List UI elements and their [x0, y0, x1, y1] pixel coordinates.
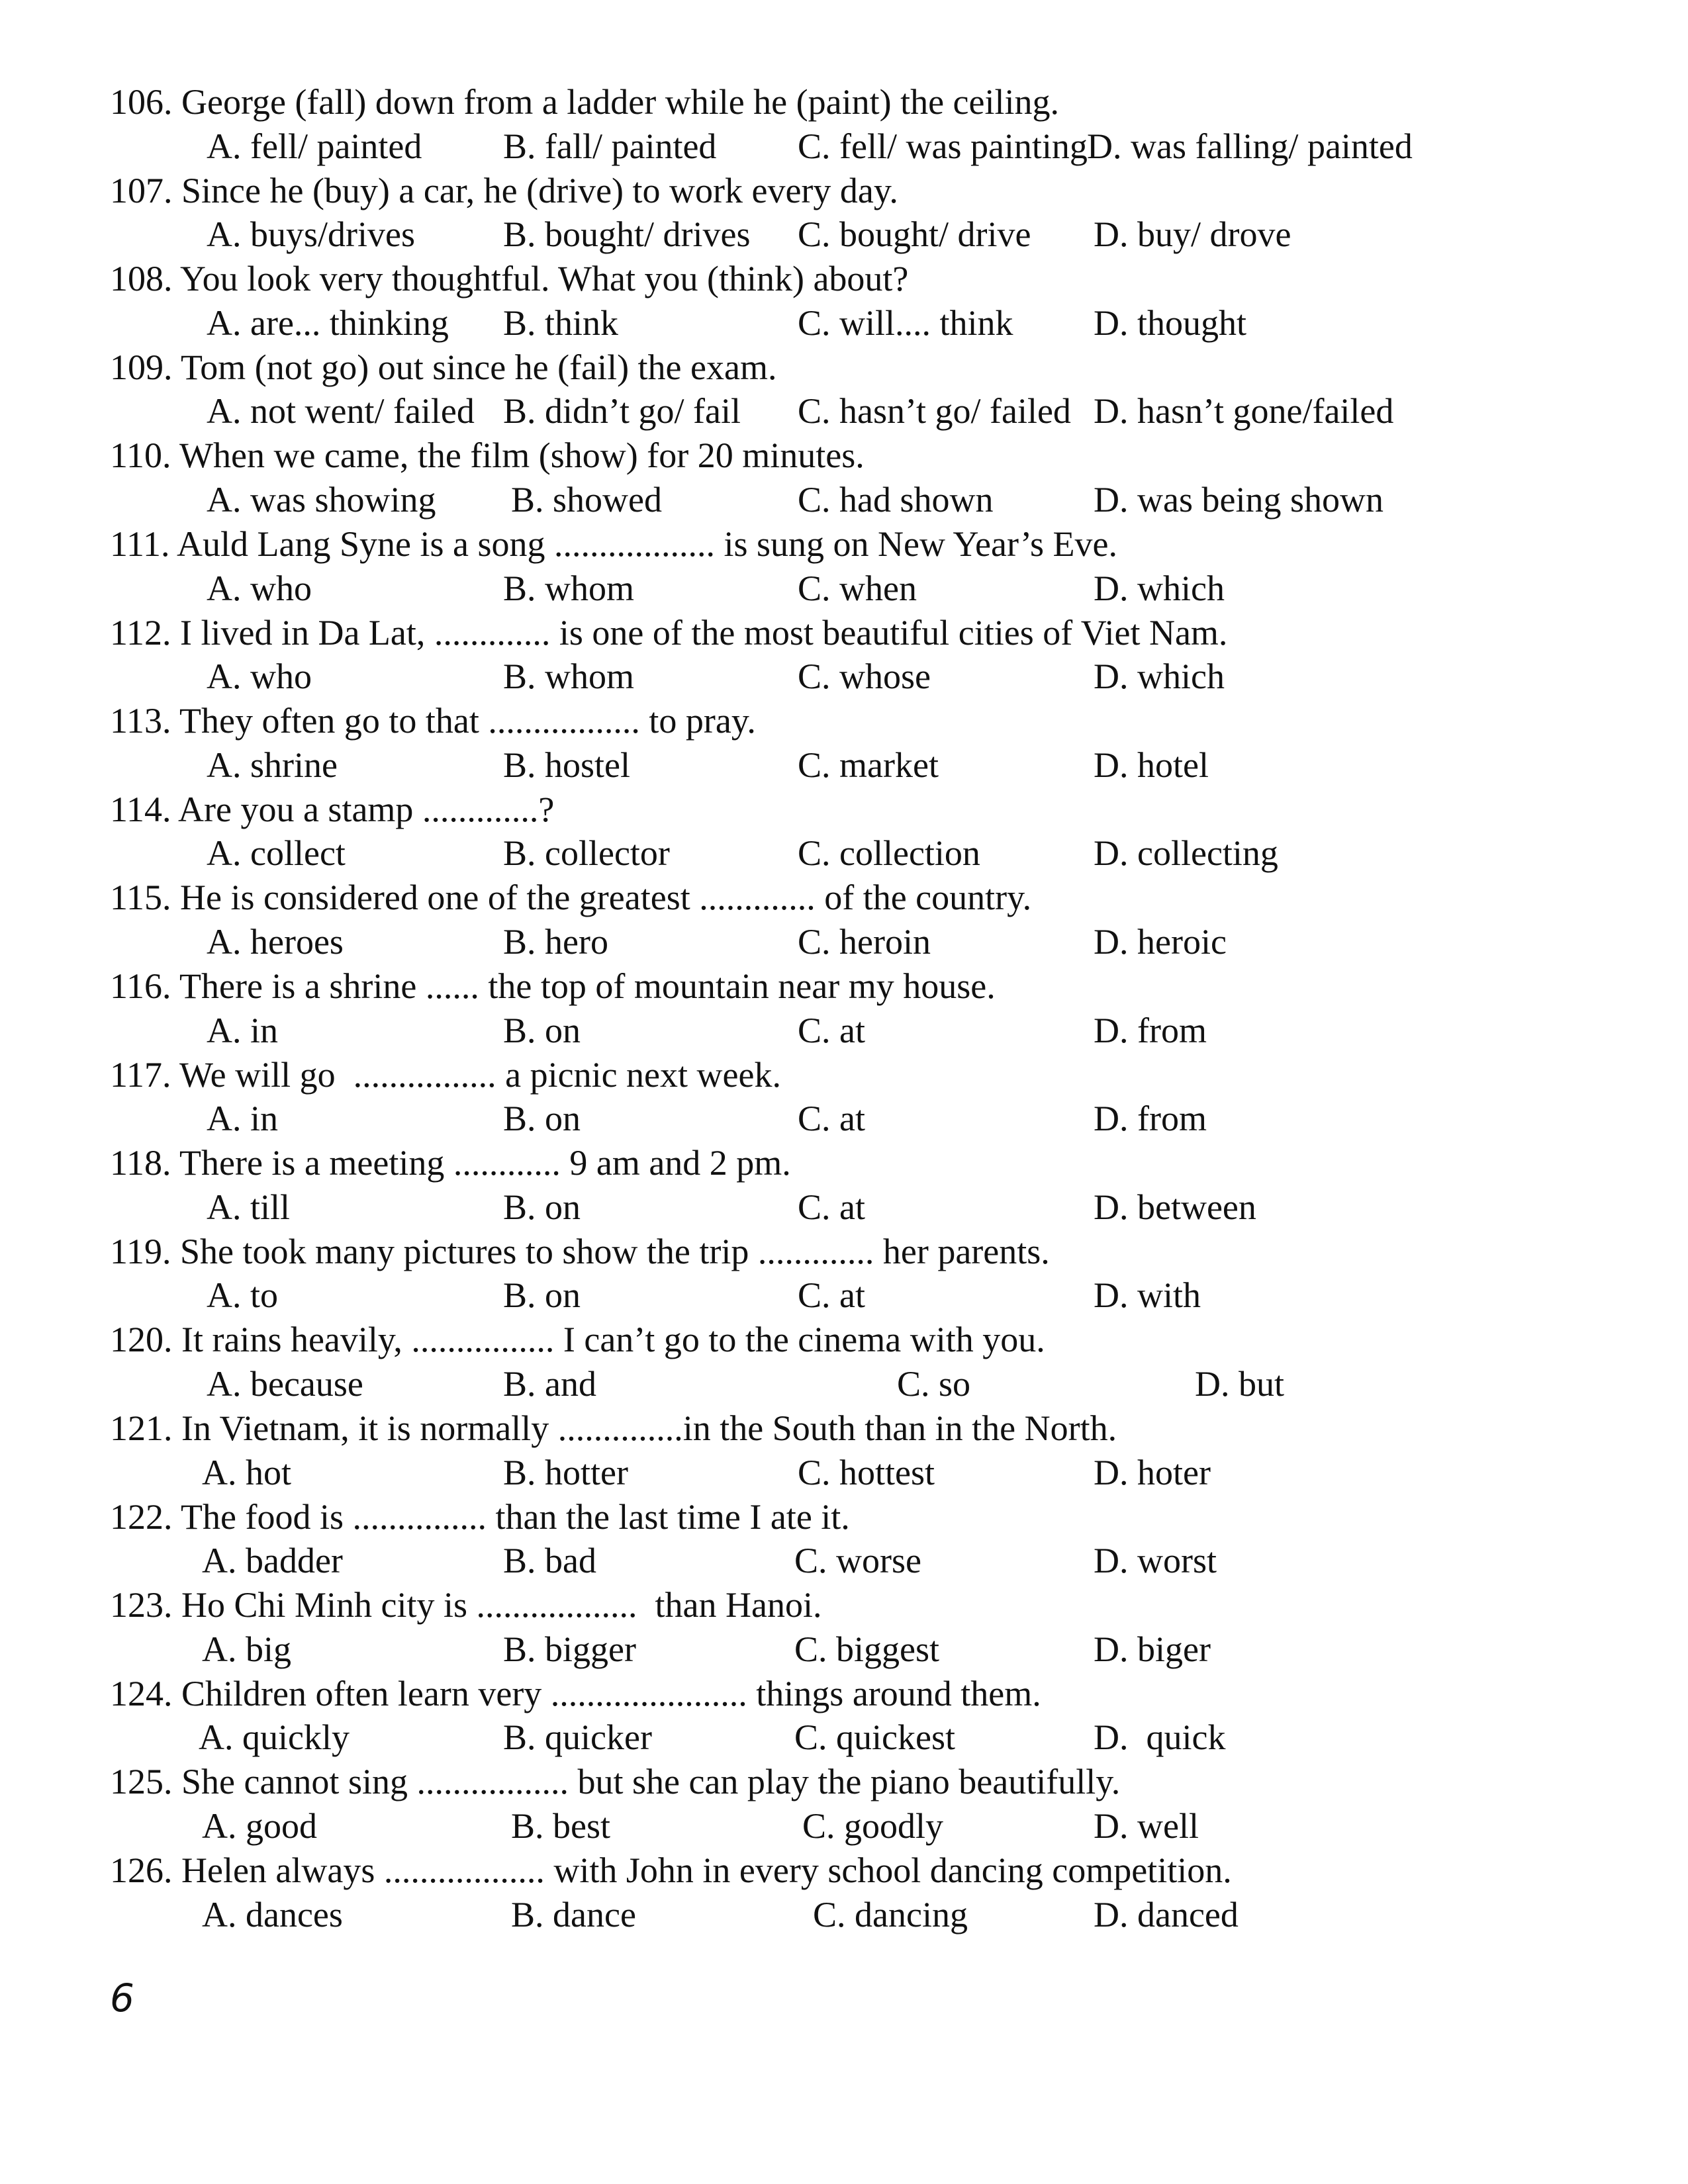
answer-option: A. good [202, 1805, 317, 1846]
answer-option: B. collector [503, 833, 670, 874]
answer-option: A. collect [207, 833, 346, 874]
answer-option: C. bought/ drive [798, 214, 1031, 255]
answer-option: D. which [1094, 657, 1225, 697]
answer-option: B. didn’t go/ fail [503, 391, 741, 432]
question-text: 113. They often go to that ................. to pray. [110, 701, 756, 741]
answer-option: C. dancing [813, 1894, 968, 1934]
answer-option: D. hotel [1094, 745, 1209, 785]
answer-option: A. hot [202, 1452, 291, 1492]
question-text: 118. There is a meeting ............ 9 am and 2 pm. [110, 1143, 791, 1183]
answer-option: D. well [1094, 1805, 1199, 1846]
answer-option: C. market [798, 745, 939, 785]
answer-option: B. think [503, 302, 619, 343]
answer-option: D. hasn’t gone/failed [1094, 391, 1394, 432]
answer-option: A. fell/ painted [207, 126, 422, 166]
answer-option: A. in [207, 1099, 278, 1139]
answer-option: D. was being shown [1094, 479, 1383, 520]
question-text: 121. In Vietnam, it is normally ..............in the South than in the North. [110, 1408, 1117, 1448]
answer-option: D. between [1094, 1187, 1256, 1227]
answer-option: D. was falling/ painted [1087, 126, 1413, 166]
answer-option: C. when [798, 568, 917, 608]
answer-option: C. fell/ was painting [798, 126, 1088, 166]
answer-option: A. who [207, 568, 312, 608]
answer-option: D. collecting [1094, 833, 1278, 874]
answer-option: C. biggest [794, 1629, 940, 1669]
question-text: 126. Helen always .................. with John in every school dancing competition. [110, 1850, 1232, 1890]
answer-option: D. heroic [1094, 921, 1227, 962]
answer-option: B. on [503, 1010, 581, 1050]
answer-option: A. quickly [199, 1717, 350, 1758]
answer-option: C. hasn’t go/ failed [798, 391, 1071, 432]
question-text: 115. He is considered one of the greatest ............. of the country. [110, 878, 1032, 918]
answer-option: D. which [1094, 568, 1225, 608]
question-text: 112. I lived in Da Lat, ............. is one of the most beautiful cities of Viet Nam. [110, 612, 1228, 653]
answer-option: C. at [798, 1010, 865, 1050]
answer-option: B. hostel [503, 745, 631, 785]
answer-option: A. was showing [207, 479, 436, 520]
answer-option: D. worst [1094, 1541, 1217, 1581]
question-text: 108. You look very thoughtful. What you (think) about? [110, 259, 909, 299]
answer-option: C. had shown [798, 479, 994, 520]
question-text: 107. Since he (buy) a car, he (drive) to work every day. [110, 170, 898, 210]
question-text: 109. Tom (not go) out since he (fail) the exam. [110, 347, 777, 387]
answer-option: A. in [207, 1010, 278, 1050]
answer-option: B. bad [503, 1541, 596, 1581]
answer-option: D. from [1094, 1099, 1207, 1139]
question-text: 110. When we came, the film (show) for 20 minutes. [110, 435, 865, 476]
answer-option: B. hero [503, 921, 608, 962]
answer-option: B. whom [503, 568, 635, 608]
answer-option: C. at [798, 1275, 865, 1316]
answer-option: C. at [798, 1187, 865, 1227]
answer-option: D. but [1195, 1363, 1284, 1404]
answer-option: C. so [897, 1363, 971, 1404]
answer-option: B. on [503, 1099, 581, 1139]
answer-option: A. till [207, 1187, 291, 1227]
answer-option: B. bigger [503, 1629, 636, 1669]
answer-option: D. with [1094, 1275, 1201, 1316]
question-text: 119. She took many pictures to show the trip ............. her parents. [110, 1231, 1050, 1271]
answer-option: B. bought/ drives [503, 214, 751, 255]
question-text: 124. Children often learn very ...................... things around them. [110, 1673, 1041, 1713]
answer-option: B. hotter [503, 1452, 628, 1492]
question-text: 114. Are you a stamp .............? [110, 789, 555, 829]
answer-option: C. at [798, 1099, 865, 1139]
answer-option: A. not went/ failed [207, 391, 475, 432]
answer-option: C. quickest [794, 1717, 955, 1758]
answer-option: D. thought [1094, 302, 1247, 343]
question-text: 116. There is a shrine ...... the top of mountain near my house. [110, 966, 996, 1006]
answer-option: C. will.... think [798, 302, 1013, 343]
page-number: 6 [110, 1976, 134, 2021]
answer-option: B. whom [503, 657, 635, 697]
answer-option: A. dances [202, 1894, 343, 1934]
answer-option: B. quicker [503, 1717, 652, 1758]
answer-option: D. danced [1094, 1894, 1239, 1934]
answer-option: B. on [503, 1187, 581, 1227]
answer-option: C. whose [798, 657, 931, 697]
question-text: 111. Auld Lang Syne is a song .................. is sung on New Year’s Eve. [110, 524, 1117, 564]
question-text: 117. We will go ................ a picnic next week. [110, 1054, 781, 1095]
answer-option: C. collection [798, 833, 980, 874]
answer-option: A. badder [202, 1541, 343, 1581]
answer-option: D. quick [1094, 1717, 1226, 1758]
answer-option: B. fall/ painted [503, 126, 717, 166]
answer-option: A. because [207, 1363, 363, 1404]
question-text: 120. It rains heavily, ................ I can’t go to the cinema with you. [110, 1320, 1045, 1360]
question-text: 123. Ho Chi Minh city is .................. than Hanoi. [110, 1585, 822, 1625]
answer-option: C. hottest [798, 1452, 935, 1492]
answer-option: C. worse [794, 1541, 921, 1581]
question-text: 122. The food is ............... than the last time I ate it. [110, 1496, 850, 1537]
answer-option: B. dance [511, 1894, 636, 1934]
answer-option: D. buy/ drove [1094, 214, 1291, 255]
answer-option: A. are... thinking [207, 302, 449, 343]
answer-option: D. hoter [1094, 1452, 1211, 1492]
answer-option: B. best [511, 1805, 611, 1846]
answer-option: A. to [207, 1275, 278, 1316]
answer-option: C. goodly [802, 1805, 944, 1846]
question-text: 125. She cannot sing ................. but she can play the piano beautifully. [110, 1762, 1121, 1802]
answer-option: C. heroin [798, 921, 931, 962]
answer-option: D. biger [1094, 1629, 1211, 1669]
answer-option: D. from [1094, 1010, 1207, 1050]
answer-option: A. big [202, 1629, 291, 1669]
answer-option: B. showed [511, 479, 662, 520]
answer-option: A. who [207, 657, 312, 697]
answer-option: A. buys/drives [207, 214, 415, 255]
answer-option: A. shrine [207, 745, 338, 785]
answer-option: B. on [503, 1275, 581, 1316]
answer-option: A. heroes [207, 921, 344, 962]
answer-option: B. and [503, 1363, 596, 1404]
question-text: 106. George (fall) down from a ladder while he (paint) the ceiling. [110, 82, 1060, 122]
